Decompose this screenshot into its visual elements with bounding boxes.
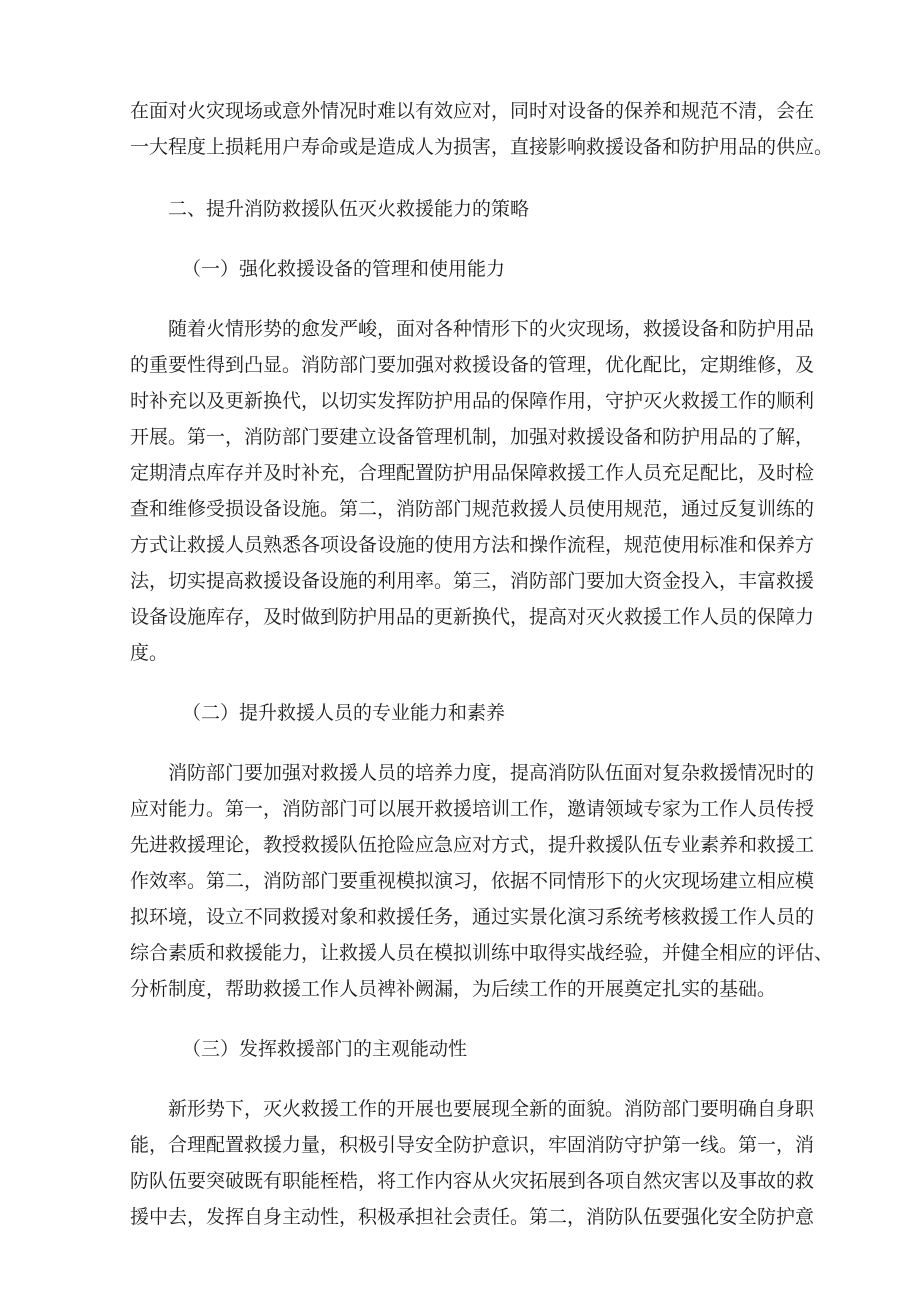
- paragraph-line: 能，合理配置救援力量，积极引导安全防护意识，牢固消防守护第一线。第一，消: [130, 1134, 815, 1156]
- paragraph-line: 方式让救援人员熟悉各项设备设施的使用方法和操作流程，规范使用标准和保养方: [130, 534, 815, 556]
- subsection-heading-1: （一）强化救援设备的管理和使用能力: [182, 258, 506, 280]
- document-body: [130, 100, 834, 1228]
- subsection-paragraph-2: [130, 762, 834, 1000]
- paragraph-line: 设备设施库存，及时做到防护用品的更新换代，提高对灭火救援工作人员的保障力: [130, 606, 815, 628]
- subsection-heading-2: （二）提升救援人员的专业能力和素养: [182, 702, 506, 724]
- subsection-heading-3: （三）发挥救援部门的主观能动性: [182, 1038, 468, 1060]
- paragraph-line: 综合素质和救援能力，让救援人员在模拟训练中取得实战经验，并健全相应的评估、: [130, 942, 834, 964]
- paragraph-line: 应对能力。第一，消防部门可以展开救援培训工作，邀请领域专家为工作人员传授: [130, 798, 815, 820]
- paragraph-line: 在面对火灾现场或意外情况时难以有效应对，同时对设备的保养和规范不清，会在: [130, 100, 815, 122]
- paragraph-line: 先进救援理论，教授救援队伍抢险应急应对方式，提升救援队伍专业素养和救援工: [130, 834, 815, 856]
- paragraph-line: 消防部门要加强对救援人员的培养力度，提高消防队伍面对复杂救援情况时的: [168, 762, 815, 784]
- paragraph-line: 防队伍要突破既有职能桎梏，将工作内容从火灾拓展到各项自然灾害以及事故的救: [130, 1170, 815, 1192]
- paragraph-line: 作效率。第二，消防部门要重视模拟演习，依据不同情形下的火灾现场建立相应模: [130, 870, 815, 892]
- intro-paragraph: [130, 100, 834, 158]
- section-heading: 二、提升消防救援队伍灭火救援能力的策略: [168, 198, 530, 220]
- paragraph-line: 开展。第一，消防部门要建立设备管理机制，加强对救援设备和防护用品的了解，: [130, 426, 815, 448]
- paragraph-line: 定期清点库存并及时补充，合理配置防护用品保障救援工作人员充足配比，及时检: [130, 462, 815, 484]
- paragraph-line: 法，切实提高救援设备设施的利用率。第三，消防部门要加大资金投入，丰富救援: [130, 570, 815, 592]
- paragraph-line: 度。: [130, 642, 169, 664]
- paragraph-line: 随着火情形势的愈发严峻，面对各种情形下的火灾现场，救援设备和防护用品: [168, 318, 815, 340]
- paragraph-line: 时补充以及更新换代，以切实发挥防护用品的保障作用，守护灭火救援工作的顺利: [130, 390, 815, 412]
- paragraph-line: 的重要性得到凸显。消防部门要加强对救援设备的管理，优化配比，定期维修，及: [130, 354, 815, 376]
- subsection-paragraph-3: [130, 1098, 815, 1228]
- subsection-paragraph-1: [130, 318, 815, 664]
- paragraph-line: 新形势下，灭火救援工作的开展也要展现全新的面貌。消防部门要明确自身职: [168, 1098, 815, 1120]
- paragraph-line: 一大程度上损耗用户寿命或是造成人为损害，直接影响救援设备和防护用品的供应。: [130, 136, 834, 158]
- paragraph-line: 拟环境，设立不同救援对象和救援任务，通过实景化演习系统考核救援工作人员的: [130, 906, 815, 928]
- paragraph-line: 查和维修受损设备设施。第二，消防部门规范救援人员使用规范，通过反复训练的: [130, 498, 815, 520]
- paragraph-line: 援中去，发挥自身主动性，积极承担社会责任。第二，消防队伍要强化安全防护意: [130, 1206, 815, 1228]
- paragraph-line: 分析制度，帮助救援工作人员裨补阙漏，为后续工作的开展奠定扎实的基础。: [130, 978, 777, 1000]
